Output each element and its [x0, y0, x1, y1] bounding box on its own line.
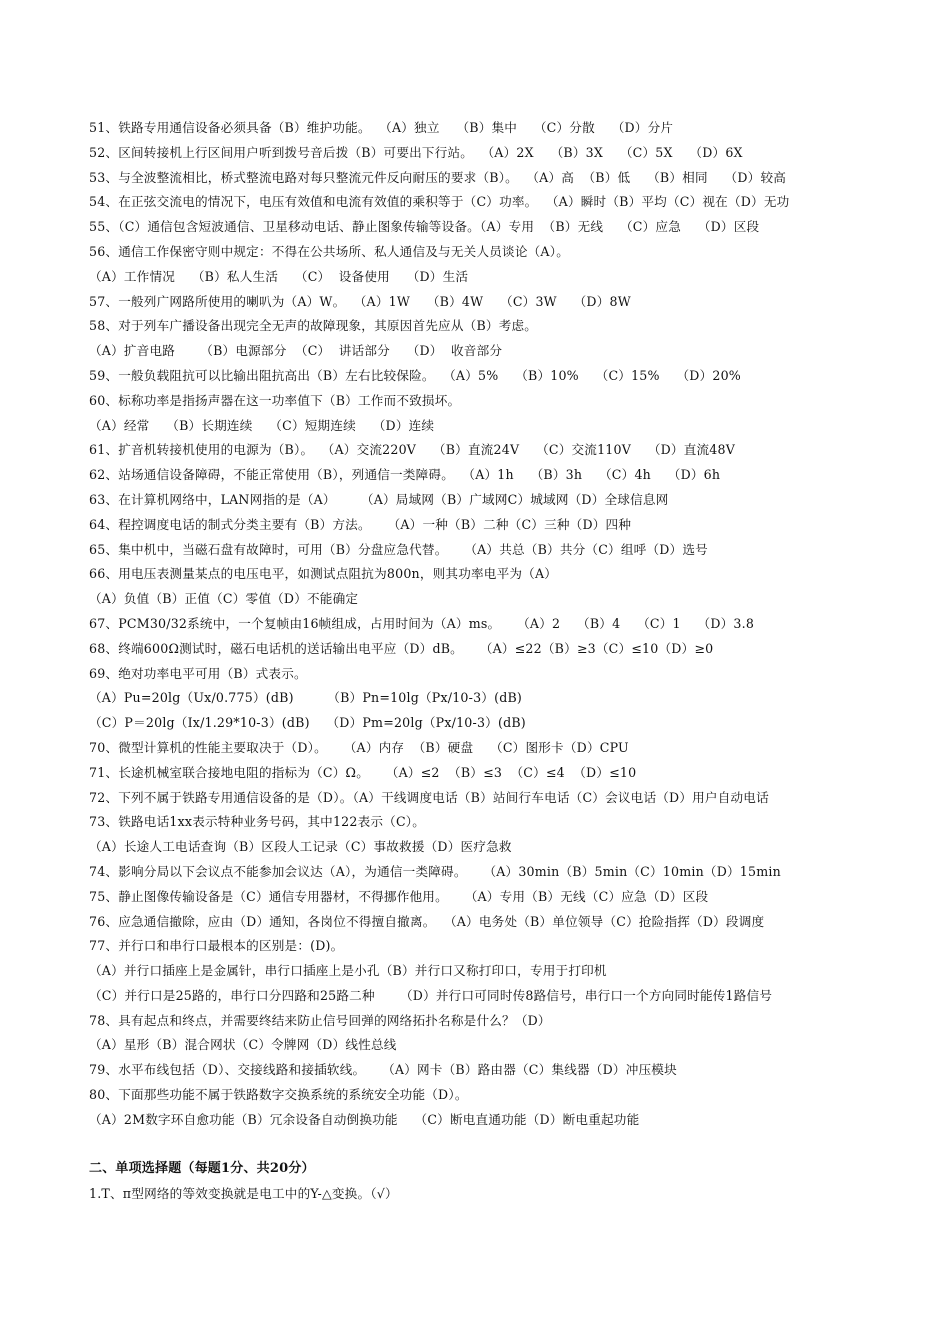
question-line-68: 68、终端600Ω测试时，磁石电话机的送话输出电平应（D）dB。 （A）≤22（B）≥3（C）≤10（D）≥0 — [89, 640, 714, 656]
question-line-62: 62、站场通信设备障碍，不能正常使用（B），列通信一类障碍。 （A）1h （B）3h （C）4h （D）6h — [89, 467, 721, 483]
question-line-56: 56、通信工作保密守则中规定：不得在公共场所、私人通信及与无关人员谈论（A）。 — [89, 243, 569, 259]
question-line-80: 80、下面那些功能不属于铁路数字交换系统的系统安全功能（D）。 — [89, 1087, 468, 1103]
question-line-75: 75、静止图像传输设备是（C）通信专用器材，不得挪作他用。 （A）专用（B）无线（C）应急（D）区段 — [89, 888, 709, 904]
question-line-70: 70、微型计算机的性能主要取决于（D）。 （A）内存 （B）硬盘 （C）图形卡（D）CPU — [89, 739, 629, 755]
question-line-57: 57、一般列广网路所使用的喇叭为（A）W。 （A）1W （B）4W （C）3W （D）8W — [89, 293, 631, 309]
true-false-item-1: 1.T、π型网络的等效变换就是电工中的Y-△变换。（√） — [89, 1186, 398, 1202]
options-line-77-cd: （C）并行口是25路的，串行口分四路和25路二种 （D）并行口可同时传8路信号，串行口一个方向同时能传1路信号 — [89, 987, 773, 1003]
question-line-77: 77、并行口和串行口最根本的区别是：(D)。 — [89, 938, 344, 954]
question-line-79: 79、水平布线包括（D）、交接线路和接插软线。 （A）网卡（B）路由器（C）集线器（D）冲压模块 — [89, 1062, 677, 1078]
question-line-67: 67、PCM30/32系统中，一个复帧由16帧组成，占用时间为（A）ms。 （A）2 （B）4 （C）1 （D）3.8 — [89, 615, 755, 631]
question-line-53: 53、与全波整流相比，桥式整流电路对每只整流元件反向耐压的要求（B）。 （A）高 （B）低 （B）相同 （D）较高 — [89, 169, 787, 185]
question-line-71: 71、长途机械室联合接地电阻的指标为（C）Ω。 （A）≤2 （B）≤3 （C）≤4 （D）≤10 — [89, 764, 637, 780]
question-line-78: 78、具有起点和终点，并需要终结来防止信号回弹的网络拓扑名称是什么？（D） — [89, 1012, 551, 1028]
options-line-77-ab: （A）并行口插座上是金属针，串行口插座上是小孔（B）并行口又称打印口，专用于打印机 — [89, 963, 607, 979]
section-heading: 二、单项选择题（每题1分、共20分） — [89, 1161, 315, 1177]
question-line-74: 74、影响分局以下会议点不能参加会议达（A），为通信一类障碍。 （A）30min（B）5min（C）10min（D）15min — [89, 863, 781, 879]
options-line-69-ab: （A）Pu=20lg（Ux/0.775）(dB) （B）Pn=10lg（Px/10-3）(dB) — [89, 690, 523, 706]
question-line-54: 54、在正弦交流电的情况下，电压有效值和电流有效值的乘积等于（C）功率。 （A）瞬时（B）平均（C）视在（D）无功 — [89, 194, 790, 210]
document-page — [89, 116, 899, 1207]
options-line-66: （A）负值（B）正值（C）零值（D）不能确定 — [89, 591, 359, 607]
question-line-66: 66、用电压表测量某点的电压电平，如测试点阻抗为800n，则其功率电平为（A） — [89, 566, 558, 582]
question-line-65: 65、集中机中，当磁石盘有故障时，可用（B）分盘应急代替。 （A）共总（B）共分（C）组呼（D）选号 — [89, 541, 708, 557]
question-line-58: 58、对于列车广播设备出现完全无声的故障现象，其原因首先应从（B）考虑。 — [89, 318, 538, 334]
question-line-61: 61、扩音机转接机使用的电源为（B）。 （A）交流220V （B）直流24V （C）交流110V （D）直流48V — [89, 442, 736, 458]
options-line-58: （A）扩音电路 （B）电源部分 （C） 讲话部分 （D） 收音部分 — [89, 343, 503, 359]
question-line-72: 72、下列不属于铁路专用通信设备的是（D）。（A）干线调度电话（B）站间行车电话（C）会议电话（D）用户自动电话 — [89, 789, 769, 805]
options-line-73: （A）长途人工电话查询（B）区段人工记录（C）事故救援（D）医疗急救 — [89, 839, 512, 855]
blank-line — [89, 1133, 899, 1158]
question-line-55: 55、（C）通信包含短波通信、卫星移动电话、静止图象传输等设备。（A）专用 （B）无线 （C）应急 （D）区段 — [89, 219, 760, 235]
question-line-73: 73、铁路电话1xx表示特种业务号码，其中122表示（C）。 — [89, 814, 426, 830]
question-line-76: 76、应急通信撤除，应由（D）通知，各岗位不得擅自撤离。 （A）电务处（B）单位领导（C）抢险指挥（D）段调度 — [89, 913, 765, 929]
options-line-56: （A）工作情况 （B）私人生活 （C） 设备使用 （D）生活 — [89, 268, 469, 284]
question-line-51: 51、铁路专用通信设备必须具备（B）维护功能。 （A）独立 （B）集中 （C）分散 （D）分片 — [89, 120, 674, 135]
question-line-52: 52、区间转接机上行区间用户听到拨号音后拨（B）可要出下行站。 （A）2X （B）3X （C）5X （D）6X — [89, 144, 743, 160]
question-line-60: 60、标称功率是指扬声器在这一功率值下（B）工作而不致损坏。 — [89, 392, 461, 408]
question-line-59: 59、一般负载阻抗可以比输出阻抗高出（B）左右比较保险。 （A）5% （B）10% （C）15% （D）20% — [89, 367, 741, 383]
options-line-60: （A）经常 （B）长期连续 （C）短期连续 （D）连续 — [89, 417, 435, 433]
options-line-69-cd: （C）P＝20lg（Ix/1.29*10-3）(dB) （D）Pm=20lg（Px/10-3）(dB) — [89, 715, 526, 731]
question-line-69: 69、绝对功率电平可用（B）式表示。 — [89, 665, 307, 681]
options-line-78: （A）星形（B）混合网状（C）令牌网（D）线性总线 — [89, 1037, 397, 1053]
options-line-80: （A）2M数字环自愈功能（B）冗余设备自动倒换功能 （C）断电直通功能（D）断电重起功能 — [89, 1111, 640, 1127]
question-line-63: 63、在计算机网络中，LAN网指的是（A） （A）局域网（B）广域网C）城域网（D）全球信息网 — [89, 491, 669, 507]
question-line-64: 64、程控调度电话的制式分类主要有（B）方法。 （A）一种（B）二种（C）三种（D）四种 — [89, 516, 632, 532]
